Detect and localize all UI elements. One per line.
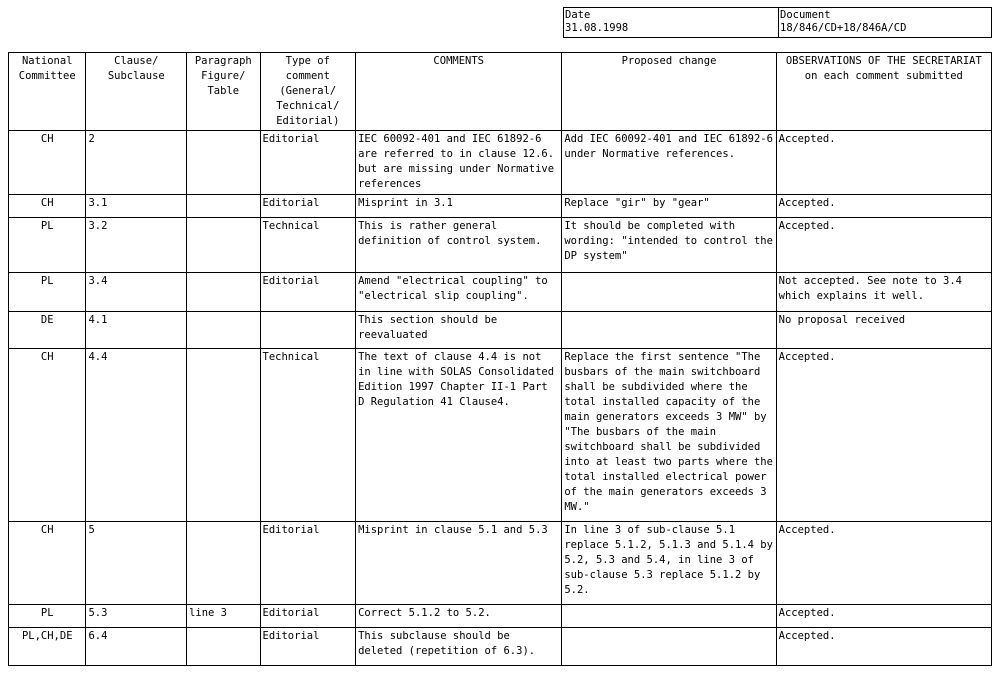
header-observations-line2: on each comment submitted [804,70,963,82]
cell-type: Editorial [260,131,356,195]
cell-paragraph [187,522,260,605]
cell-type: Technical [260,218,356,273]
header-national-committee: National Committee [9,53,86,131]
cell-type: Editorial [260,522,356,605]
cell-observation: Accepted. [776,628,991,666]
header-observations-line1: OBSERVATIONS OF THE SECRETARIAT [785,55,982,67]
cell-comment: This is rather general definition of control system. [356,218,562,273]
document-number: 18/846/CD+18/846A/CD [780,22,907,34]
table-row [9,349,992,522]
cell-proposed-change: It should be completed with wording: "intended to control the DP system" [562,218,776,273]
cell-clause: 6.4 [86,628,187,666]
cell-comment: This subclause should be deleted (repetition of 6.3). [356,628,562,666]
cell-national-committee: PL [9,273,86,312]
document-header-row [564,8,992,38]
date-label: Date [565,9,591,21]
cell-national-committee: PL [9,218,86,273]
cell-proposed-change [562,273,776,312]
document-label: Document [780,9,831,21]
cell-comment: Misprint in clause 5.1 and 5.3 [356,522,562,605]
cell-type: Editorial [260,605,356,628]
cell-clause: 3.1 [86,195,187,218]
header-comments: COMMENTS [356,53,562,131]
cell-clause: 4.4 [86,349,187,522]
date-value: 31.08.1998 [565,22,629,34]
cell-proposed-change: Replace the first sentence "The busbars of the main switchboard shall be subdivided where the total installed capacity of the main generators exceeds 3 MW" by "The busbars of the main switchboard shall be subdivided into at least two parts where the total installed electrical power of the main generators exceeds 3 MW." [562,349,776,522]
cell-paragraph [187,131,260,195]
table-row [9,131,992,195]
cell-type: Technical [260,349,356,522]
header-observations [776,53,991,131]
header-paragraph: Paragraph Figure/ Table [187,53,260,131]
cell-comment: Misprint in 3.1 [356,195,562,218]
cell-proposed-change: In line 3 of sub-clause 5.1 replace 5.1.2, 5.1.3 and 5.1.4 by 5.2, 5.3 and 5.4, in line 3 of sub-clause 5.3 replace 5.1.2 by 5.2. [562,522,776,605]
cell-observation: Not accepted. See note to 3.4 which explains it well. [776,273,991,312]
cell-clause: 5.3 [86,605,187,628]
table-header-row [9,53,992,131]
cell-paragraph: line 3 [187,605,260,628]
cell-type: Editorial [260,195,356,218]
table-row [9,273,992,312]
cell-national-committee: PL [9,605,86,628]
document-cell [779,8,992,38]
date-cell [564,8,779,38]
cell-paragraph [187,628,260,666]
cell-national-committee: CH [9,349,86,522]
cell-national-committee: CH [9,522,86,605]
table-row [9,312,992,349]
cell-paragraph [187,312,260,349]
cell-observation: No proposal received [776,312,991,349]
cell-comment: Amend "electrical coupling" to "electrical slip coupling". [356,273,562,312]
document-header-table [563,7,992,38]
cell-observation: Accepted. [776,522,991,605]
cell-national-committee: DE [9,312,86,349]
cell-observation: Accepted. [776,605,991,628]
cell-type: Editorial [260,628,356,666]
cell-proposed-change: Replace "gir" by "gear" [562,195,776,218]
header-type: Type of comment (General/ Technical/ Editorial) [260,53,356,131]
cell-clause: 5 [86,522,187,605]
cell-observation: Accepted. [776,131,991,195]
cell-comment: This section should be reevaluated [356,312,562,349]
cell-paragraph [187,218,260,273]
cell-comment: IEC 60092-401 and IEC 61892-6 are referred to in clause 12.6. but are missing under Normative references [356,131,562,195]
cell-type [260,312,356,349]
cell-clause: 4.1 [86,312,187,349]
cell-clause: 3.4 [86,273,187,312]
cell-observation: Accepted. [776,195,991,218]
cell-national-committee: PL,CH,DE [9,628,86,666]
header-proposed-change: Proposed change [562,53,776,131]
table-row [9,628,992,666]
cell-observation: Accepted. [776,349,991,522]
cell-paragraph [187,349,260,522]
cell-proposed-change [562,605,776,628]
cell-clause: 3.2 [86,218,187,273]
table-row [9,218,992,273]
comments-table [8,52,992,666]
cell-clause: 2 [86,131,187,195]
cell-comment: The text of clause 4.4 is not in line with SOLAS Consolidated Edition 1997 Chapter II-1 Part D Regulation 41 Clause4. [356,349,562,522]
cell-paragraph [187,195,260,218]
table-row [9,522,992,605]
header-clause: Clause/ Subclause [86,53,187,131]
table-row [9,605,992,628]
cell-type: Editorial [260,273,356,312]
cell-paragraph [187,273,260,312]
cell-proposed-change [562,628,776,666]
cell-proposed-change: Add IEC 60092-401 and IEC 61892-6 under Normative references. [562,131,776,195]
cell-proposed-change [562,312,776,349]
cell-observation: Accepted. [776,218,991,273]
cell-comment: Correct 5.1.2 to 5.2. [356,605,562,628]
cell-national-committee: CH [9,131,86,195]
cell-national-committee: CH [9,195,86,218]
table-row [9,195,992,218]
